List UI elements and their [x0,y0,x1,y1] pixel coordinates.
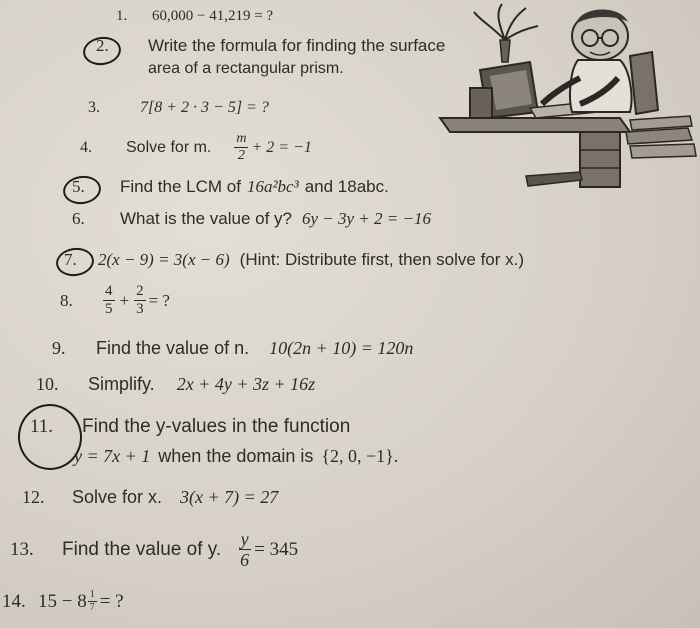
question-text: Find the value of n. [96,338,250,358]
question-expression: 2(x − 9) = 3(x − 6) [98,250,230,269]
question-2 [96,36,445,56]
question-text: What is the value of y? [120,209,292,228]
question-text: Write the formula for finding the surface [148,36,446,55]
question-expression: = ? [148,290,170,310]
question-number: 3. [88,99,100,116]
question-14 [2,590,124,613]
question-expression: 60,000 − 41,219 = ? [152,8,274,24]
question-8 [60,284,170,317]
mixed-number-fraction: $\frac{1}{7}$ [89,589,95,613]
question-text: Solve for x. [72,487,163,507]
question-4 [80,132,312,163]
question-hint: (Hint: Distribute first, then solve for x.) [239,250,525,269]
question-expression: 10(2n + 10) = 120n [269,338,414,358]
question-text-tail: and 18abc. [304,177,389,196]
question-number: 2. [96,36,109,55]
question-expression: + 2 = −1 [251,138,312,156]
question-expression: 15 − 8 [38,590,87,612]
question-number: 4. [80,138,92,156]
domain-set: {2, 0, −1}. [321,446,399,466]
question-11 [30,416,350,438]
question-10 [36,374,315,395]
question-expression: 6y − 3y + 2 = −16 [301,209,431,228]
question-text: Simplify. [88,374,155,394]
fraction: $\frac{m}{2}$ [236,131,247,163]
question-9 [52,338,413,359]
question-text: when the domain is [158,446,314,466]
question-number: 9. [52,338,66,358]
question-number: 1. [116,8,128,24]
question-text: Find the LCM of [120,177,241,196]
question-number: 6. [72,209,85,228]
function-expression: y = 7x + 1 [74,446,151,466]
fraction-b: $\frac{2}{3}$ [136,283,144,317]
question-expression: 16a²bc³ [246,177,299,196]
question-number: 11. [30,416,54,437]
fraction: $\frac{y}{6}$ [240,529,250,570]
question-7 [64,250,524,270]
fraction-a: $\frac{4}{5}$ [105,283,113,317]
plus-sign: + [119,290,130,310]
question-number: 13. [10,538,34,560]
question-number: 8. [60,290,73,310]
student-at-computer-illustration [430,0,700,190]
question-number: 5. [72,177,85,196]
question-1 [116,8,273,25]
question-number: 12. [22,487,45,507]
question-expression: 7[8 + 2 · 3 − 5] = ? [140,99,269,116]
question-6 [72,209,431,229]
question-text: Find the value of y. [62,538,222,560]
question-expression: = 345 [254,538,299,560]
question-2-continued [148,60,344,78]
question-3 [88,99,269,117]
question-text: Solve for m. [126,138,212,156]
question-number: 7. [64,250,77,269]
question-expression: 3(x + 7) = 27 [180,487,279,507]
question-11-continued [74,446,398,467]
question-expression: 2x + 4y + 3z + 16z [176,374,316,394]
question-5 [72,177,389,197]
question-number: 10. [36,374,59,394]
question-text: Find the y-values in the function [82,416,351,437]
question-expression-tail: = ? [99,590,124,612]
question-12 [22,487,278,508]
question-number: 14. [2,590,26,612]
question-13 [10,530,298,569]
question-text: area of a rectangular prism. [148,60,344,77]
